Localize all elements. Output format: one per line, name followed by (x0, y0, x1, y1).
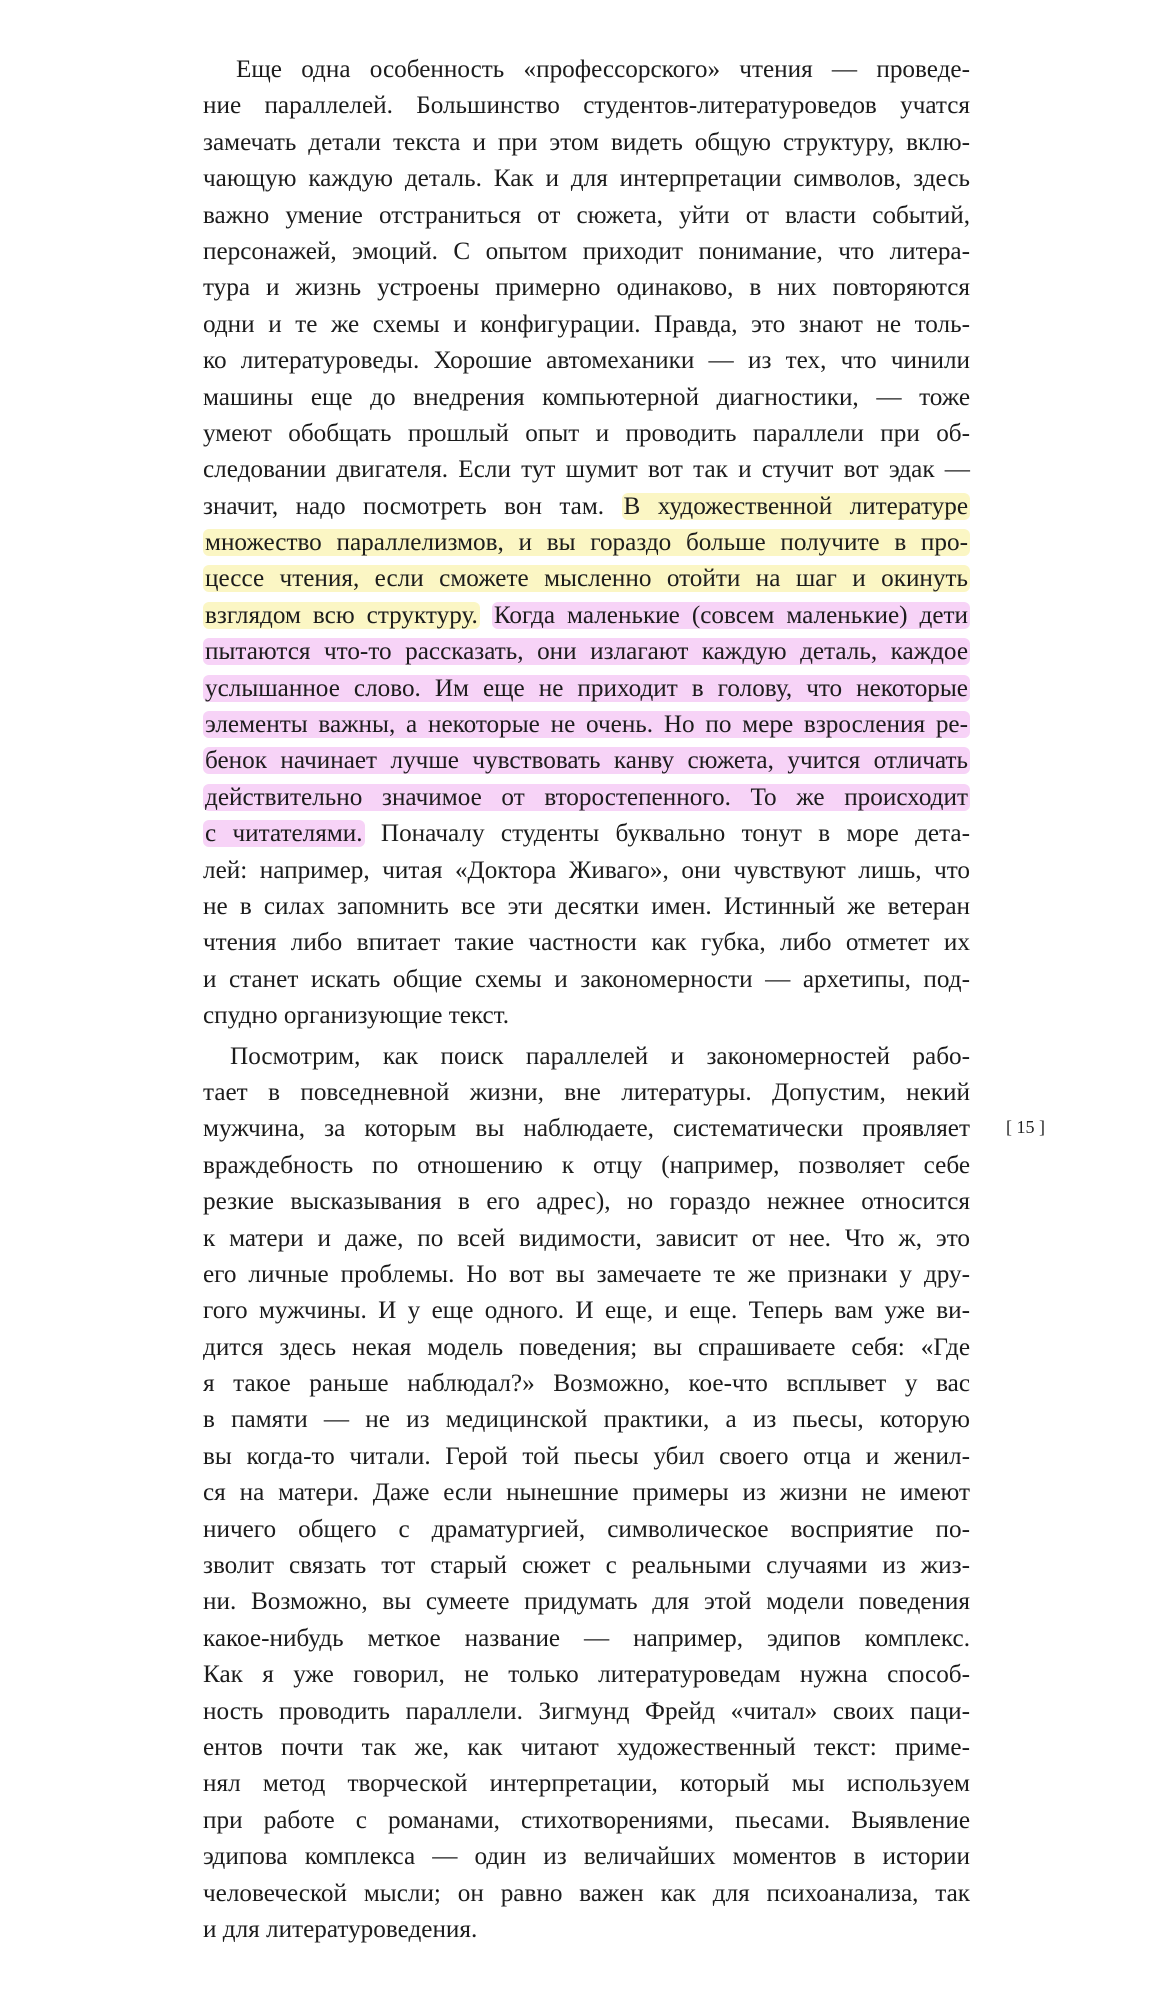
text-line (203, 1475, 970, 1511)
text-segment: чтения либо впитает такие частности как губка, либо отметет их (203, 929, 970, 957)
text-line (203, 1075, 970, 1111)
text-line (203, 161, 970, 197)
text-line (203, 671, 970, 707)
text-segment (480, 602, 492, 629)
text-line (203, 1803, 970, 1839)
text-segment: его личные проблемы. Но вот вы замечаете те же признаки у дру- (203, 1260, 970, 1288)
text-line (203, 1402, 970, 1438)
text-segment: значит, надо посмотреть вон там. (203, 492, 622, 520)
text-line (203, 1584, 970, 1620)
text-segment: ничего общего с драматургией, символическое восприятие по- (203, 1515, 970, 1543)
text-line (203, 1293, 970, 1329)
text-line (203, 962, 970, 998)
text-segment: умеют обобщать прошлый опыт и проводить параллели при об- (203, 419, 970, 447)
text-segment: какое-нибудь меткое название — например, эдипов комплекс. (203, 1624, 970, 1652)
text-line (203, 1512, 970, 1548)
text-line (203, 416, 970, 452)
text-line (203, 234, 970, 270)
text-segment: важно умение отстраниться от сюжета, уйти от власти событий, (203, 201, 970, 229)
text-line (203, 1184, 970, 1220)
text-line (203, 525, 970, 561)
text-segment: Поначалу студенты буквально тонут в море дета- (364, 820, 970, 848)
text-line (203, 1766, 970, 1802)
highlight-yellow: В художественной литературе (623, 492, 968, 520)
text-line (203, 1257, 970, 1293)
text-line (203, 198, 970, 234)
text-line (203, 270, 970, 306)
text-line (203, 998, 970, 1034)
text-line (203, 707, 970, 743)
text-segment: ко литературоведы. Хорошие автомеханики — из тех, что чинили (203, 347, 970, 375)
text-segment: не в силах запомнить все эти десятки имен. Истинный же ветеран (203, 892, 970, 920)
text-line (203, 1839, 970, 1875)
text-segment: я такое раньше наблюдал?» Возможно, кое-что всплывет у вас (203, 1370, 970, 1398)
text-line (203, 561, 970, 597)
highlight-pink: пытаются что-то рассказать, они излагают каждую деталь, каждое (205, 638, 968, 666)
text-segment: ентов почти так же, как читают художественный текст: приме- (203, 1733, 970, 1761)
text-segment: ни. Возможно, вы сумеете придумать для этой модели поведения (203, 1588, 970, 1616)
text-line (203, 816, 970, 852)
highlight-pink: элементы важны, а некоторые не очень. Но по мере взросления ре- (205, 711, 968, 739)
highlight-pink: с читателями. (205, 820, 363, 848)
text-segment: Как я уже говорил, не только литературоведам нужна способ- (203, 1661, 970, 1689)
text-line (203, 1439, 970, 1475)
text-line (203, 1330, 970, 1366)
text-segment: машины еще до внедрения компьютерной диагностики, — тоже (203, 383, 970, 411)
text-segment: чающую каждую деталь. Как и для интерпретации символов, здесь (203, 165, 970, 193)
paragraph (203, 52, 970, 1035)
text-segment: одни и те же схемы и конфигурации. Правда, это знают не толь- (203, 310, 970, 338)
text-line (203, 307, 970, 343)
text-line (203, 889, 970, 925)
text-line (203, 598, 970, 634)
text-line (203, 743, 970, 779)
text-segment: в памяти — не из медицинской практики, а из пьесы, которую (203, 1406, 970, 1434)
text-segment: лей: например, читая «Доктора Живаго», они чувствуют лишь, что (203, 856, 970, 884)
text-segment: ние параллелей. Большинство студентов-литературоведов учатся (203, 92, 970, 120)
text-segment: спудно организующие текст. (203, 1002, 510, 1030)
text-segment: гого мужчины. И у еще одного. И еще, и еще. Теперь вам уже ви- (203, 1297, 970, 1325)
text-segment: вы когда-то читали. Герой той пьесы убил своего отца и женил- (203, 1442, 970, 1470)
text-line (203, 452, 970, 488)
text-segment: к матери и даже, по всей видимости, зависит от нее. Что ж, это (203, 1224, 970, 1252)
text-line (203, 1111, 970, 1147)
text-segment: мужчина, за которым вы наблюдаете, систематически проявляет (203, 1115, 970, 1143)
text-line (203, 125, 970, 161)
text-line (203, 489, 970, 525)
text-line (203, 1621, 970, 1657)
text-segment: резкие высказывания в его адрес), но гораздо нежнее относится (203, 1188, 970, 1216)
text-line (203, 1548, 970, 1584)
text-line (203, 343, 970, 379)
text-line (203, 88, 970, 124)
text-line (203, 780, 970, 816)
text-segment: враждебность по отношению к отцу (например, позволяет себе (203, 1151, 970, 1179)
page-text (203, 52, 970, 1948)
text-line (203, 1694, 970, 1730)
page-number: [ 15 ] (1006, 1117, 1045, 1137)
text-line (203, 925, 970, 961)
text-segment: тура и жизнь устроены примерно одинаково, в них повторяются (203, 274, 970, 302)
text-segment: зволит связать тот старый сюжет с реальными случаями из жиз- (203, 1552, 970, 1580)
text-line (203, 1730, 970, 1766)
highlight-pink: действительно значимое от второстепенного. То же происходит (205, 783, 968, 811)
text-line (203, 634, 970, 670)
text-line (203, 380, 970, 416)
text-line (203, 1912, 970, 1948)
highlight-yellow: цессе чтения, если сможете мысленно отойти на шаг и окинуть (205, 565, 968, 593)
text-line (203, 1221, 970, 1257)
text-segment: тает в повседневной жизни, вне литературы. Допустим, некий (203, 1078, 970, 1106)
paragraph (203, 1039, 970, 1949)
text-line (203, 1148, 970, 1184)
text-segment: ся на матери. Даже если нынешние примеры из жизни не имеют (203, 1479, 970, 1507)
text-segment: человеческой мысли; он равно важен как для психоанализа, так (203, 1879, 970, 1907)
text-line (203, 52, 970, 88)
text-line (203, 1039, 970, 1075)
text-segment: нял метод творческой интерпретации, который мы используем (203, 1770, 970, 1798)
text-line (203, 1366, 970, 1402)
text-line (203, 1876, 970, 1912)
text-segment: ность проводить параллели. Зигмунд Фрейд «читал» своих паци- (203, 1697, 970, 1725)
text-line (203, 1657, 970, 1693)
text-segment: при работе с романами, стихотворениями, пьесами. Выявление (203, 1806, 970, 1834)
text-segment: дится здесь некая модель поведения; вы спрашиваете себя: «Где (203, 1333, 970, 1361)
highlight-yellow: множество параллелизмов, и вы гораздо больше получите в про- (205, 529, 968, 557)
highlight-yellow: взглядом всю структуру. (205, 601, 478, 629)
text-line (203, 853, 970, 889)
text-segment: персонажей, эмоций. С опытом приходит понимание, что литера- (203, 237, 970, 265)
highlight-pink: бенок начинает лучше чувствовать канву сюжета, учится отличать (205, 747, 968, 775)
text-segment: и для литературоведения. (203, 1915, 478, 1943)
text-segment: эдипова комплекса — один из величайших моментов в истории (203, 1843, 970, 1871)
highlight-pink: Когда маленькие (совсем маленькие) дети (493, 601, 969, 629)
text-segment: Посмотрим, как поиск параллелей и закономерностей рабо- (230, 1042, 970, 1070)
text-segment: и станет искать общие схемы и закономерности — архетипы, под- (203, 965, 970, 993)
text-segment: следовании двигателя. Если тут шумит вот так и стучит вот эдак — (203, 456, 970, 484)
text-segment: Еще одна особенность «профессорского» чтения — проведе- (236, 56, 970, 83)
highlight-pink: услышанное слово. Им еще не приходит в голову, что некоторые (205, 674, 968, 702)
text-segment: замечать детали текста и при этом видеть общую структуру, вклю- (203, 128, 970, 156)
